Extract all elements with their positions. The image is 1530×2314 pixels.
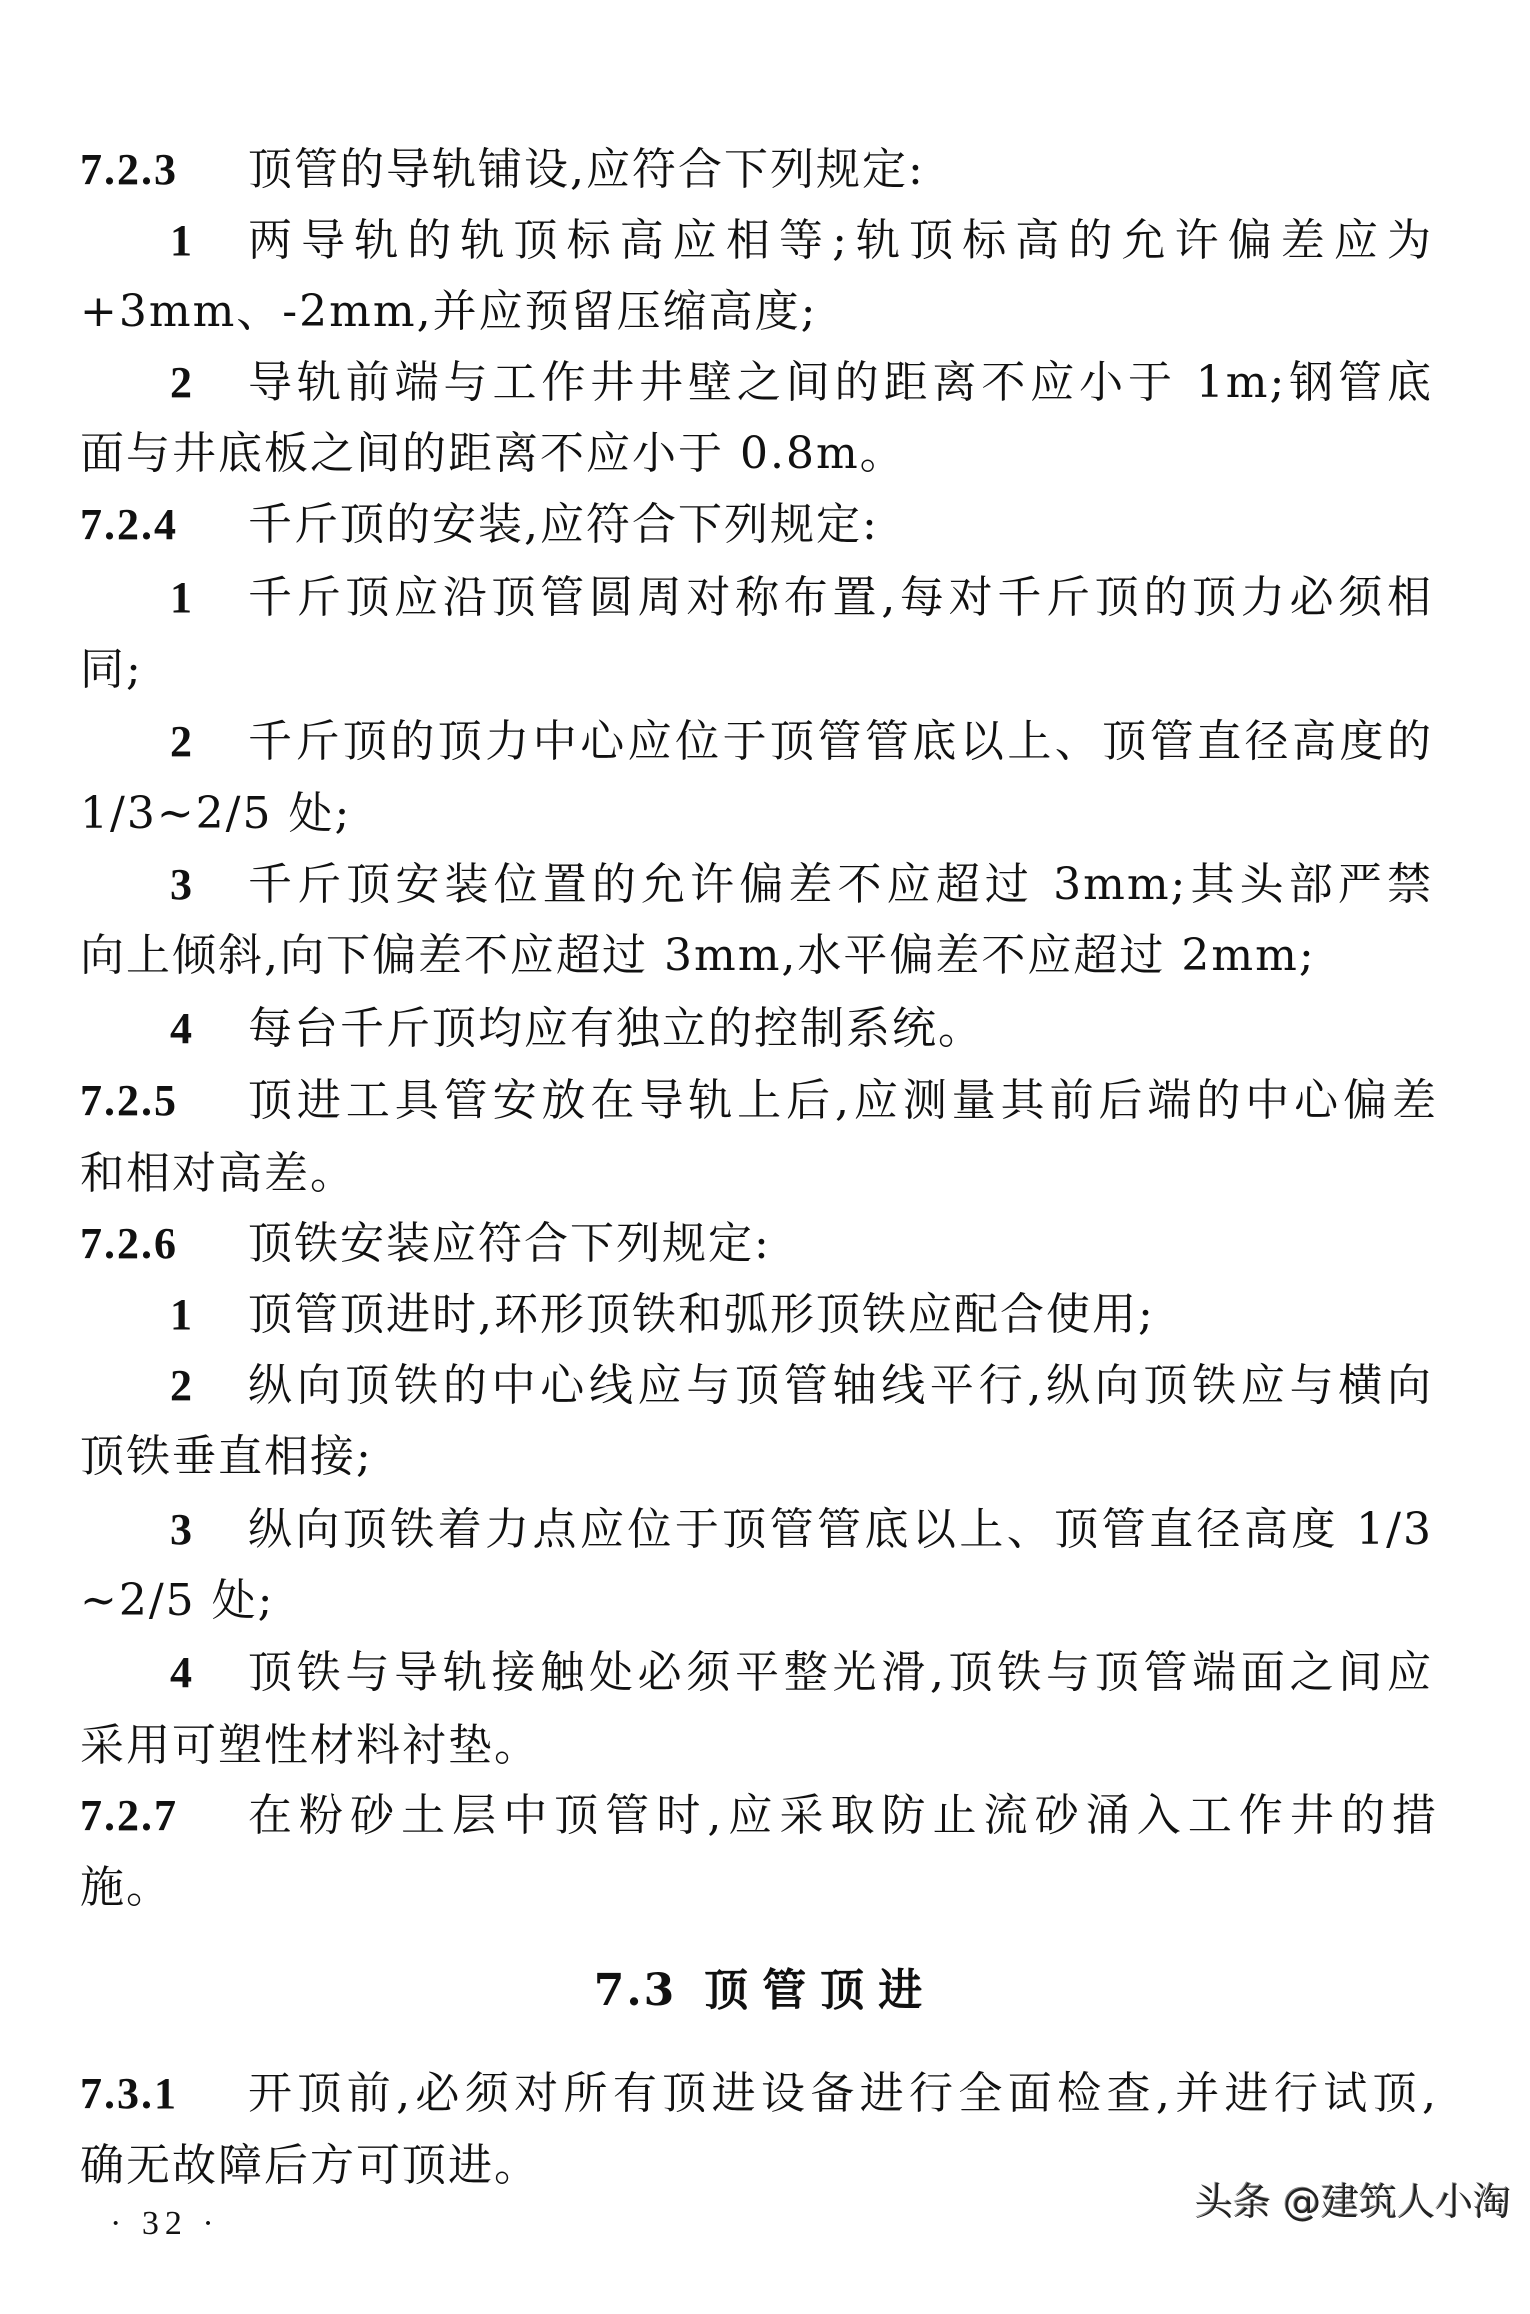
clause-7-2-4-item-3 — [170, 849, 1530, 921]
item-text: 顶铁与导轨接触处必须平整光滑,顶铁与顶管端面之间应 — [248, 1647, 1433, 1698]
page-number: · 32 · — [110, 2205, 220, 2242]
source-watermark: 头条 @建筑人小淘 — [1195, 2180, 1512, 2224]
clause-7-2-6-heading — [80, 1208, 1440, 1280]
clause-7-3-1-heading — [80, 2058, 1440, 2130]
item-text: 顶管顶进时,环形顶铁和弧形顶铁应配合使用; — [248, 1289, 1155, 1340]
section-title: 顶管顶进 — [704, 1965, 937, 2016]
clause-text-continued: 确无故障后方可顶进。 — [80, 2140, 540, 2191]
clause-7-2-3-item-2-cont — [80, 418, 1440, 490]
clause-7-2-4-item-1 — [170, 562, 1530, 634]
clause-number: 7.2.3 — [80, 145, 178, 194]
clause-7-2-4-item-3-cont — [80, 920, 1440, 992]
item-text-continued: ~2/5 处; — [80, 1575, 275, 1626]
item-number: 2 — [170, 358, 194, 407]
item-number: 4 — [170, 1648, 194, 1697]
clause-7-2-3-item-1-cont — [80, 276, 1440, 348]
clause-7-2-4-item-2-cont — [80, 778, 1440, 850]
clause-text-continued: 和相对高差。 — [80, 1148, 356, 1199]
item-text-continued: 同; — [80, 644, 143, 695]
clause-7-2-4-item-2 — [170, 706, 1530, 778]
clause-7-2-7-cont — [80, 1852, 1440, 1924]
item-text: 纵向顶铁的中心线应与顶管轴线平行,纵向顶铁应与横向 — [248, 1360, 1433, 1411]
clause-7-2-4-heading — [80, 489, 1440, 561]
clause-text: 在粉砂土层中顶管时,应采取防止流砂涌入工作井的措 — [248, 1790, 1438, 1841]
item-number: 3 — [170, 860, 194, 909]
item-number: 4 — [170, 1004, 194, 1053]
clause-7-2-6-item-4 — [170, 1637, 1530, 1709]
clause-7-2-5-cont — [80, 1138, 1440, 1210]
clause-number: 7.2.5 — [80, 1076, 178, 1125]
clause-number: 7.3.1 — [80, 2069, 178, 2118]
clause-7-2-3-heading — [80, 134, 1440, 206]
item-text-continued: 顶铁垂直相接; — [80, 1431, 373, 1482]
item-text-continued: +3mm、-2mm,并应预留压缩高度; — [80, 286, 818, 337]
clause-7-2-3-item-1 — [170, 205, 1530, 277]
clause-7-2-6-item-2 — [170, 1350, 1530, 1422]
item-number: 1 — [170, 573, 194, 622]
item-text-continued: 面与井底板之间的距离不应小于 0.8m。 — [80, 428, 906, 479]
clause-text: 千斤顶的安装,应符合下列规定: — [248, 499, 879, 550]
item-number: 2 — [170, 717, 194, 766]
section-heading — [0, 1955, 1530, 2027]
item-text: 导轨前端与工作井井壁之间的距离不应小于 1m;钢管底 — [248, 357, 1433, 408]
clause-7-2-6-item-2-cont — [80, 1421, 1440, 1493]
clause-number: 7.2.7 — [80, 1791, 178, 1840]
clause-7-2-6-item-4-cont — [80, 1710, 1440, 1782]
item-number: 1 — [170, 216, 194, 265]
item-text: 千斤顶安装位置的允许偏差不应超过 3mm;其头部严禁 — [248, 859, 1433, 910]
item-text-continued: 1/3~2/5 处; — [80, 788, 352, 839]
clause-7-2-6-item-3-cont — [80, 1565, 1440, 1637]
clause-text: 开顶前,必须对所有顶进设备进行全面检查,并进行试顶, — [248, 2068, 1438, 2119]
clause-text: 顶管的导轨铺设,应符合下列规定: — [248, 144, 925, 195]
item-text-continued: 采用可塑性材料衬垫。 — [80, 1720, 540, 1771]
clause-number: 7.2.6 — [80, 1219, 178, 1268]
clause-7-2-7-heading — [80, 1780, 1440, 1852]
item-number: 2 — [170, 1361, 194, 1410]
clause-7-2-3-item-2 — [170, 347, 1530, 419]
clause-7-2-6-item-1 — [170, 1279, 1530, 1351]
item-text: 两导轨的轨顶标高应相等;轨顶标高的允许偏差应为 — [248, 215, 1433, 266]
clause-text-continued: 施。 — [80, 1862, 172, 1913]
clause-7-2-6-item-3 — [170, 1494, 1530, 1566]
clause-7-2-5-heading — [80, 1065, 1440, 1137]
item-number: 1 — [170, 1290, 194, 1339]
clause-7-2-4-item-4 — [170, 993, 1530, 1065]
clause-7-2-4-item-1-cont — [80, 634, 1440, 706]
item-text: 千斤顶应沿顶管圆周对称布置,每对千斤顶的顶力必须相 — [248, 572, 1433, 623]
item-text: 每台千斤顶均应有独立的控制系统。 — [248, 1003, 984, 1054]
clause-text: 顶铁安装应符合下列规定: — [248, 1218, 771, 1269]
item-text: 纵向顶铁着力点应位于顶管管底以上、顶管直径高度 1/3 — [248, 1504, 1433, 1555]
section-number: 7.3 — [593, 1965, 677, 2016]
clause-number: 7.2.4 — [80, 500, 178, 549]
item-text-continued: 向上倾斜,向下偏差不应超过 3mm,水平偏差不应超过 2mm; — [80, 930, 1316, 981]
item-text: 千斤顶的顶力中心应位于顶管管底以上、顶管直径高度的 — [248, 716, 1433, 767]
clause-text: 顶进工具管安放在导轨上后,应测量其前后端的中心偏差 — [248, 1075, 1438, 1126]
item-number: 3 — [170, 1505, 194, 1554]
